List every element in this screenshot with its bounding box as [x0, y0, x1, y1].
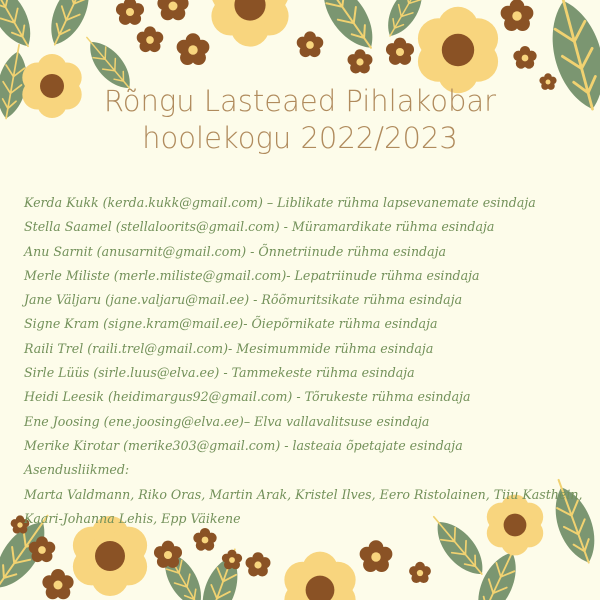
list-item: Heidi Leesik (heidimargus92@gmail.com) - Tõrukeste rühma esindaja: [24, 389, 471, 405]
list-item: Stella Saamel (stellaloorits@gmail.com) - Müramardikate rühma esindaja: [24, 219, 495, 235]
page-title: [0, 83, 600, 157]
list-item: Ene Joosing (ene.joosing@elva.ee)– Elva vallavalitsuse esindaja: [24, 413, 430, 429]
list-item: Anu Sarnit (anusarnit@gmail.com) - Õnnetriinude rühma esindaja: [24, 243, 447, 259]
title-line-1: Rõngu Lasteaed Pihlakobar: [103, 84, 497, 118]
list-item: Signe Kram (signe.kram@mail.ee)- Õiepõrnikate rühma esindaja: [24, 316, 438, 332]
list-item: Merike Kirotar (merike303@gmail.com) - lasteaia õpetajate esindaja: [24, 437, 463, 453]
list-item: Raili Trel (raili.trel@gmail.com)- Mesimummide rühma esindaja: [24, 340, 434, 356]
list-item: Kerda Kukk (kerda.kukk@gmail.com) – Liblikate rühma lapsevanemate esindaja: [24, 195, 536, 210]
member-list: [24, 191, 584, 531]
list-item: Sirle Lüüs (sirle.luus@elva.ee) - Tammekeste rühma esindaja: [24, 365, 415, 381]
substitutes-heading: Asendusliikmed:: [24, 462, 130, 478]
list-item: Merle Miliste (merle.miliste@gmail.com)- Lepatriinude rühma esindaja: [24, 267, 480, 283]
title-line-2: hoolekogu 2022/2023: [142, 121, 458, 155]
substitutes-list: Marta Valdmann, Riko Oras, Martin Arak, Kristel Ilves, Eero Ristolainen, Tiiu Kasthein, Kaari-Johanna Lehis, Epp Väikene: [24, 486, 583, 526]
list-item: Jane Väljaru (jane.valjaru@mail.ee) - Rõõmuritsikate rühma esindaja: [24, 292, 463, 308]
